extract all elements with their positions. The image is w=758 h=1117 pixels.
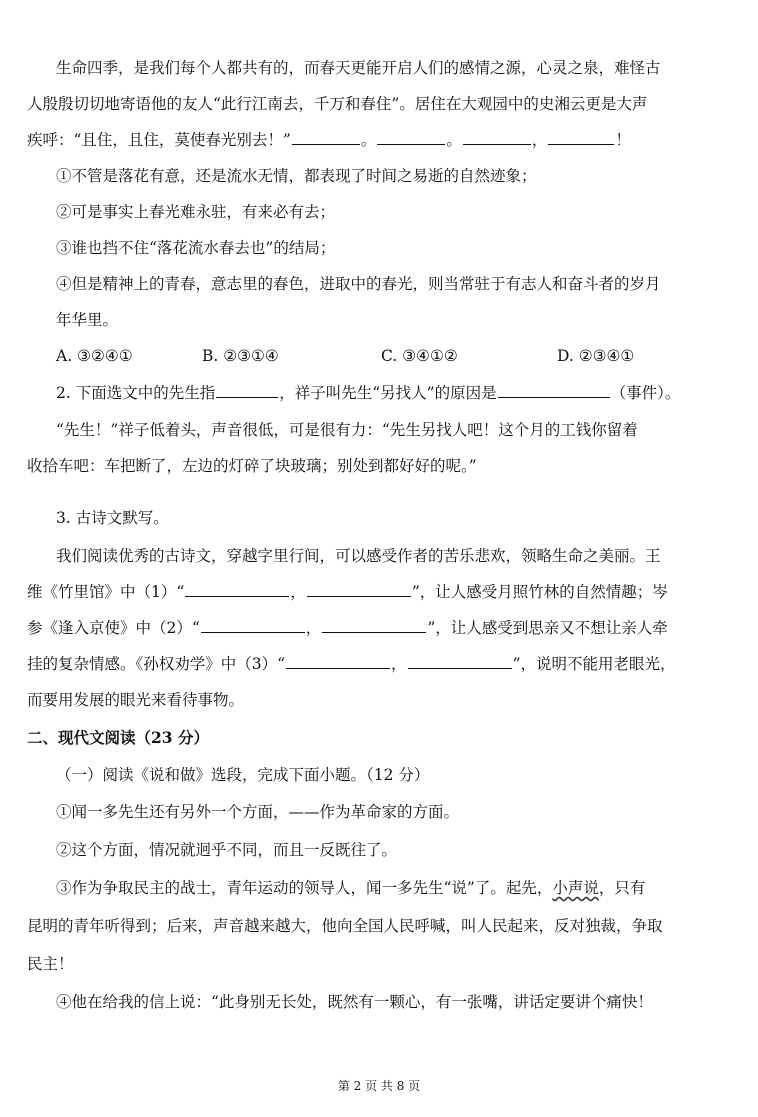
q1-option-d[interactable]: D. ②③④① <box>557 347 635 365</box>
q3-line-2-part-1: 维《竹里馆》中（1）“ <box>27 583 185 601</box>
passage-paragraph-4: ④他在给我的信上说：“此身别无长处，既然有一颗心，有一张嘴，讲话定要讲个痛快！ <box>56 993 653 1011</box>
q1-end: ！ <box>615 131 631 149</box>
q3-line-2-part-2: ”，让人感受月照竹林的自然情趣；岑 <box>411 583 668 601</box>
passage-paragraph-2: ②这个方面，情况就迥乎不同，而且一反既往了。 <box>56 841 398 859</box>
wavy-underlined-phrase: 小声说 <box>552 879 599 897</box>
q1-blank-4[interactable] <box>548 129 614 146</box>
q3-line-3-part-1: 参《逢入京使》中（2）“ <box>27 619 200 637</box>
q1-option-a[interactable]: A. ③②④① <box>56 347 133 365</box>
page-footer: 第 2 页 共 8 页 <box>337 1079 421 1093</box>
q1-sentence-4-line-2: 年华里。 <box>56 311 119 329</box>
q3-blank-6[interactable] <box>408 653 512 670</box>
q3-blank-3[interactable] <box>201 617 305 634</box>
q1-sep-2: 。 <box>446 131 462 149</box>
q1-intro-line-1: 生命四季，是我们每个人都共有的，而春天更能开启人们的感情之源，心灵之泉，难怪古 <box>56 59 661 77</box>
q3-line-4 <box>27 652 676 676</box>
q3-line-4-part-1: 挂的复杂情感。《孙权劝学》中（3）“ <box>27 655 286 673</box>
q1-sentence-3: ③谁也挡不住“落花流水春去也”的结局； <box>56 239 336 257</box>
q3-blank-5[interactable] <box>286 653 390 670</box>
q2-stem <box>56 381 680 405</box>
passage-p3-part-2: ，只有 <box>598 879 646 897</box>
section-2-subheading: （一）阅读《说和做》选段，完成下面小题。（12 分） <box>56 766 430 784</box>
q1-sentence-4-line-1: ④但是精神上的青春，意志里的春色，进取中的春光，则当常驻于有志人和奋斗者的岁月 <box>56 275 661 293</box>
q1-intro-line-2: 人殷殷切切地寄语他的友人“此行江南去，千万和春住”。居住在大观园中的史湘云更是大声 <box>27 95 648 113</box>
q2-stem-part-2: ，祥子叫先生“另找人”的原因是 <box>279 384 497 402</box>
q1-blank-3[interactable] <box>463 129 531 146</box>
passage-paragraph-1: ①闻一多先生还有另外一个方面，——作为革命家的方面。 <box>56 803 460 821</box>
q1-sentence-1: ①不管是落花有意，还是流水无情，都表现了时间之易逝的自然迹象； <box>56 167 537 185</box>
q2-blank-1[interactable] <box>216 382 278 399</box>
q3-line-1: 我们阅读优秀的古诗文，穿越字里行间，可以感受作者的苦乐悲欢，领略生命之美丽。王 <box>56 547 661 565</box>
passage-paragraph-3-line-2: 昆明的青年听得到；后来，声音越来越大，他向全国人民呼喊，叫人民起来，反对独裁，争取 <box>27 917 663 935</box>
q1-option-b[interactable]: B. ②③①④ <box>202 347 279 365</box>
q2-stem-part-3: （事件）。 <box>610 384 681 402</box>
q3-line-4-comma: ， <box>391 655 407 673</box>
q3-line-3 <box>27 616 668 640</box>
q1-sentence-2: ②可是事实上春光难永驻，有来必有去； <box>56 203 336 221</box>
q2-quote-line-2: 收拾车吧：车把断了，左边的灯碎了块玻璃；别处到都好好的呢。” <box>27 457 477 475</box>
q3-line-3-part-2: ”，让人感受到思亲又不想让亲人牵 <box>427 619 668 637</box>
q1-blank-2[interactable] <box>377 129 445 146</box>
q3-title: 3. 古诗文默写。 <box>56 509 169 527</box>
q1-option-c[interactable]: C. ③④①② <box>381 347 458 365</box>
section-2-heading: 二、现代文阅读（23 分） <box>27 728 209 747</box>
q1-intro-line-3 <box>27 128 631 152</box>
q3-line-4-part-2: ”，说明不能用老眼光， <box>512 655 676 673</box>
q3-line-2 <box>27 580 668 604</box>
q2-blank-2[interactable] <box>498 382 610 399</box>
q3-blank-4[interactable] <box>322 617 426 634</box>
q3-line-2-comma: ， <box>290 583 306 601</box>
q3-blank-1[interactable] <box>185 581 289 598</box>
q1-quote: 疾呼：“且住，且住，莫使春光别去！” <box>27 131 291 149</box>
q2-stem-part-1: 2. 下面选文中的先生指 <box>56 384 216 402</box>
passage-p3-part-1: ③作为争取民主的战士，青年运动的领导人，闻一多先生“说”了。起先， <box>56 879 553 897</box>
passage-paragraph-3-line-1 <box>56 876 645 900</box>
q1-blank-1[interactable] <box>292 129 360 146</box>
q2-quote-line-1: “先生！”祥子低着头，声音很低，可是很有力：“先生另找人吧！这个月的工钱你留着 <box>56 421 638 439</box>
q3-blank-2[interactable] <box>307 581 411 598</box>
q3-line-5: 而要用发展的眼光来看待事物。 <box>27 691 245 709</box>
passage-paragraph-3-line-3: 民主！ <box>27 955 74 973</box>
q1-sep-1: 。 <box>360 131 377 149</box>
q1-sep-3: ， <box>531 131 548 149</box>
q3-line-3-comma: ， <box>305 619 322 637</box>
